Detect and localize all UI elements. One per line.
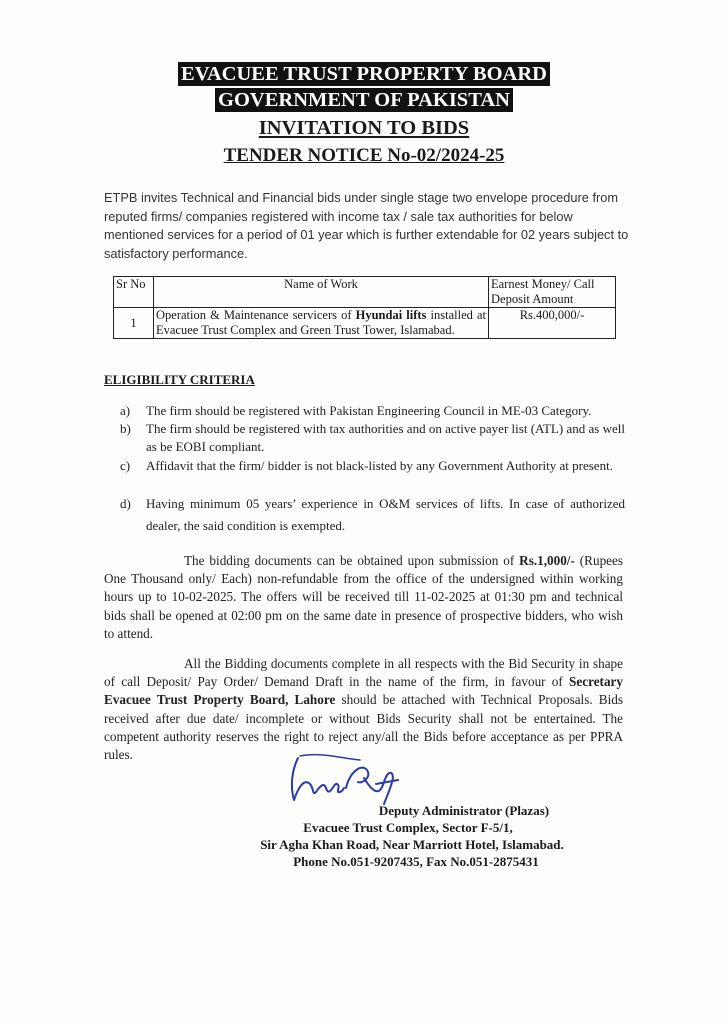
signatory-title: Deputy Administrator (Plazas) (378, 803, 550, 818)
bidding-documents-paragraph: The bidding documents can be obtained upon submission of Rs.1,000/- (Rupees One Thousand only/ Each) non-refundable from the office of the undersigned within working hours up to 10-02-2025. The offers will be received till 11-02-2025 at 01:30 pm and technical bids shall be opened at 02:00 pm on the same date in presence of prospective bidders, who wish to attend. (104, 553, 624, 641)
col-sr-header: Sr No (114, 277, 154, 308)
col-money-header: Earnest Money/ Call Deposit Amount (489, 277, 616, 308)
header-board-name: EVACUEE TRUST PROPERTY BOARD (0, 62, 728, 86)
header-government: GOVERNMENT OF PAKISTAN (0, 88, 728, 112)
criteria-item: a) The firm should be registered with Pakistan Engineering Council in ME-03 Category. (120, 403, 592, 418)
contact-numbers: Phone No.051-9207435, Fax No.051-2875431 (293, 854, 539, 869)
criteria-item: d) Having minimum 05 years’ experience in O&M services of lifts. In case of authorized dealer, the said condition is exempted. (120, 496, 625, 533)
bid-security-paragraph: All the Bidding documents complete in all respects with the Bid Security in shape of call Deposit/ Pay Order/ Demand Draft in the name of the firm, in favour of Secretary Evacuee Trust Property Board, Lahore should be attached with Technical Proposals. Bids received after due date/ incomplete or without Bids Security shall not be entertained. The competent authority reserves the right to reject any/all the Bids before acceptance as per PPRA rules. (104, 656, 623, 763)
row-sr: 1 (114, 308, 154, 339)
handwritten-signature (280, 748, 410, 808)
col-work-header: Name of Work (154, 277, 489, 308)
intro-paragraph: ETPB invites Technical and Financial bids under single stage two envelope procedure from reputed firms/ companies registered with income tax / sale tax authorities for below mentioned services for a period of 01 year which is further extendable for 02 years subject to satisfactory performance. (104, 190, 629, 261)
office-address-line: Evacuee Trust Complex, Sector F-5/1, (303, 820, 513, 835)
table-row (114, 308, 616, 339)
criteria-item: c) Affidavit that the firm/ bidder is not black-listed by any Government Authority at present. (120, 458, 613, 473)
row-work: Operation & Maintenance servicers of Hyundai lifts installed at Evacuee Trust Complex and Green Trust Tower, Islamabad. (154, 308, 489, 339)
office-address-line: Sir Agha Khan Road, Near Marriott Hotel, Islamabad. (260, 837, 564, 852)
work-table (113, 276, 616, 339)
eligibility-title: ELIGIBILITY CRITERIA (104, 372, 255, 387)
criteria-item: b) The firm should be registered with tax authorities and on active payer list (ATL) and as well as be EOBI compliant. (120, 421, 625, 454)
header-invitation: INVITATION TO BIDS (258, 117, 470, 139)
header-tender-notice: TENDER NOTICE No-02/2024-25 (223, 145, 505, 166)
table-header-row (114, 277, 616, 308)
row-amount: Rs.400,000/- (489, 308, 616, 339)
